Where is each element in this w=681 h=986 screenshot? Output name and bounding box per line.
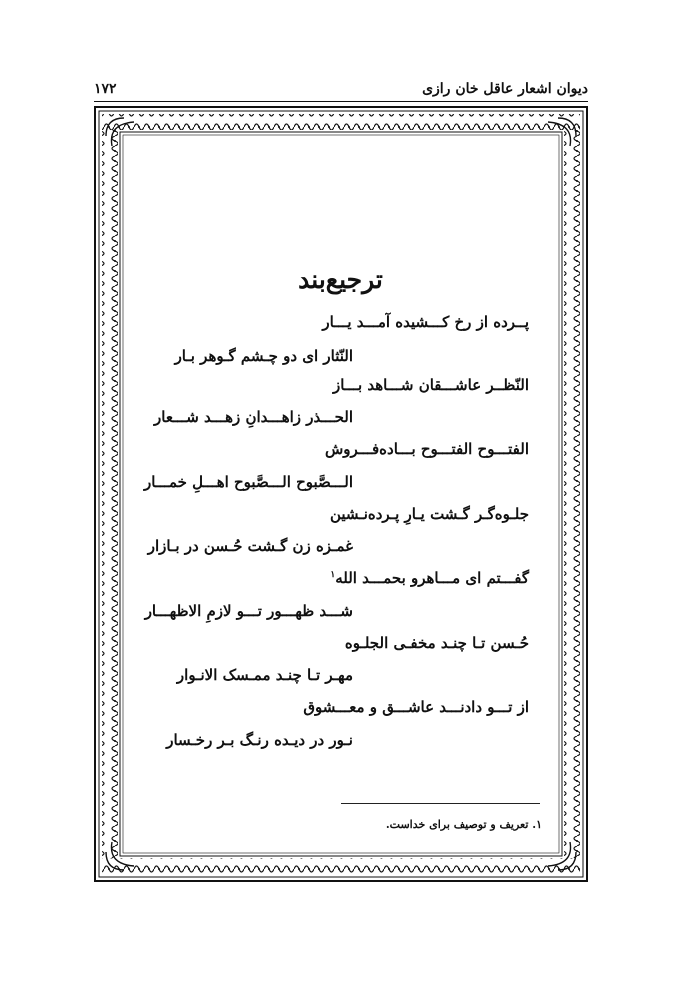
- book-title: دیوان اشعار عاقل خان رازی: [422, 81, 588, 97]
- footnote: ۱. تعریف و توصیف برای خداست.: [385, 818, 542, 831]
- poem-line: الفتـــوح الفتـــوح بـــاده‌فـــروش: [324, 440, 529, 458]
- poem-line: النّظــر عاشـــقان شـــاهد بـــاز: [332, 376, 529, 394]
- poem-line: [330, 569, 529, 587]
- footnote-marker: ۱: [330, 570, 336, 580]
- poem-line-text: گفـــتم ای مـــاهرو بحمـــد الله: [335, 569, 529, 587]
- header-rule: [94, 101, 588, 102]
- poem-line: نـور در دیـده رنـگ بـر رخـسار: [166, 731, 353, 749]
- poem-line: پــرده از رخ کـــشیده آمـــد یـــار: [322, 313, 529, 331]
- poem-line: الحـــذر زاهـــدانِ زهـــد شـــعار: [154, 408, 353, 426]
- poem-line: جلـوه‌گـر گـشت یـارِ پـرده‌نـشین: [329, 505, 529, 523]
- poem-line: از تـــو دادنـــد عاشـــق و معـــشوق: [303, 698, 529, 716]
- poem-line: شـــد ظهـــور تـــو لازمِ الاظهـــار: [144, 602, 353, 620]
- poem-line: حُـسن تـا چنـد مخفـی الجلـوه: [344, 634, 529, 652]
- poem-line: غمـزه زن گـشت حُـسن در بـازار: [147, 537, 353, 555]
- poem-title: ترجیع‌بند: [298, 265, 383, 294]
- poem-line: النّثار ای دو چـشم گـوهر بـار: [174, 347, 353, 365]
- page-number: ۱۷۲: [94, 81, 117, 97]
- poem-line: مهـر تـا چنـد ممـسک الانـوار: [176, 666, 353, 684]
- footnote-rule: [341, 803, 540, 804]
- ornamental-border: [94, 106, 588, 882]
- poem-line: الـــصَّبوح الـــصَّبوح اهـــلِ خمـــار: [143, 473, 353, 491]
- running-head: [94, 78, 588, 100]
